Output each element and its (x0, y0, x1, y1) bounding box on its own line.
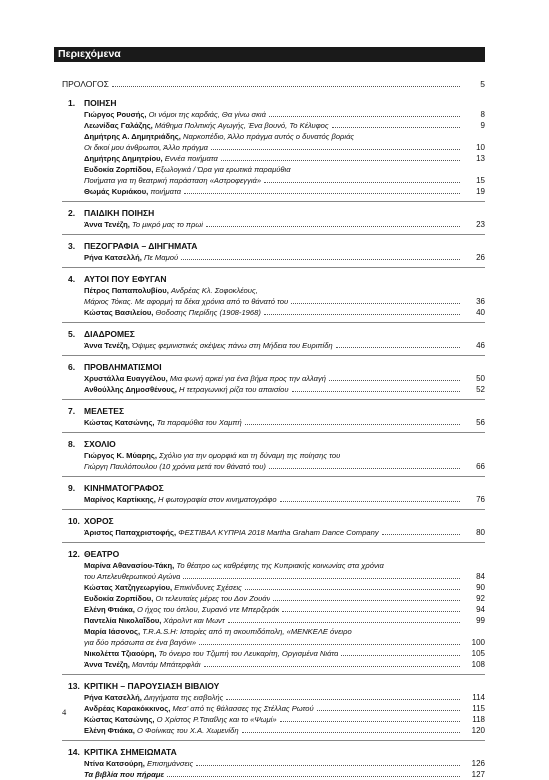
section-heading[interactable] (62, 361, 485, 373)
section-divider (62, 509, 485, 510)
section-number: 6. (68, 362, 76, 372)
entry-text (84, 384, 289, 395)
section-number: 1. (68, 98, 76, 108)
section-entries (62, 219, 485, 230)
entry-page: 126 (471, 759, 485, 768)
dot-leader (273, 600, 460, 601)
entry-work: για δύο πρόσωπα σε ένα βαγόνι» (84, 638, 197, 647)
entry-work: Οι νόμοι της καρδιάς, Θα γίνω σκιά (148, 110, 266, 119)
entry-page: 23 (476, 220, 485, 229)
dot-leader (282, 611, 460, 612)
toc-entry[interactable] (84, 659, 485, 670)
entry-text (84, 340, 333, 351)
section-title: ΚΡΙΤΙΚΑ ΣΗΜΕΙΩΜΑΤΑ (84, 747, 177, 757)
section-heading[interactable] (62, 548, 485, 560)
toc-entry[interactable] (84, 373, 485, 384)
dot-leader (269, 468, 460, 469)
section-heading[interactable] (62, 746, 485, 758)
toc-section (62, 97, 485, 197)
section-divider (62, 432, 485, 433)
entry-work: Γιώργη Παυλόπουλου (10 χρόνια μετά τον θάνατό του) (84, 462, 266, 471)
entry-page: 8 (480, 110, 485, 119)
dot-leader (280, 501, 460, 502)
toc-entry[interactable] (84, 142, 485, 153)
toc-section (62, 482, 485, 505)
dot-leader (280, 721, 460, 722)
dot-leader (329, 380, 460, 381)
entry-work: ποιήματα (150, 187, 182, 196)
section-number: 3. (68, 241, 76, 251)
table-of-contents (62, 79, 485, 780)
section-number: 14. (68, 747, 80, 757)
entry-text (84, 637, 196, 648)
entry-text (84, 186, 181, 197)
toc-section (62, 438, 485, 472)
dot-leader (112, 86, 460, 87)
dot-leader (291, 303, 460, 304)
contents-title: Περιεχόμενα (58, 48, 121, 60)
section-entries (62, 527, 485, 538)
entry-text (84, 703, 314, 714)
entry-page: 90 (476, 583, 485, 592)
section-heading[interactable] (62, 273, 485, 285)
entry-text (84, 494, 277, 505)
entry-author: Κώστας Βασιλείου, (84, 308, 154, 317)
toc-entry[interactable] (84, 296, 485, 307)
section-heading[interactable] (62, 515, 485, 527)
section-number: 9. (68, 483, 76, 493)
section-entries (62, 109, 485, 197)
dot-leader (221, 160, 460, 161)
entry-text (84, 109, 266, 120)
entry-work: Το όνειρο του Τζιμπή του Λευκαρίτη, Οργισμένα Νιάτα (158, 649, 339, 658)
entry-work: Πε Μαμού (143, 253, 179, 262)
entry-page: 26 (476, 253, 485, 262)
entry-work: Μάριος Τόκας. Με αφορμή τα δέκα χρόνια από το θάνατό του (84, 297, 289, 306)
entry-page: 9 (480, 121, 485, 130)
dot-leader (332, 127, 460, 128)
section-divider (62, 267, 485, 268)
entry-work: Οι δικοί μου άνθρωποι, Άλλο πράγμα (84, 143, 208, 152)
entry-page: 50 (476, 374, 485, 383)
toc-entry[interactable] (84, 153, 485, 164)
entry-work: Ποιήματα για τη θεατρική παράσταση «Αστροφεγγιά» (84, 176, 262, 185)
entry-text (84, 285, 258, 296)
entry-work: Επικίνδυνες Σχέσεις (174, 583, 242, 592)
dot-leader (206, 226, 460, 227)
entry-page: 36 (476, 297, 485, 306)
toc-entry[interactable] (84, 340, 485, 351)
entry-author: Γιώργος Ρουσής, (84, 110, 147, 119)
entry-author: Δημήτρης Α. Δημητριάδης, (84, 132, 181, 141)
entry-author: Κώστας Κατσώνης, (84, 715, 155, 724)
entry-text (84, 769, 164, 780)
toc-entry[interactable] (84, 626, 485, 637)
entry-work: Το μικρό μας το πρωί (131, 220, 203, 229)
toc-entry[interactable] (84, 560, 485, 571)
dot-leader (211, 149, 460, 150)
entry-text (84, 417, 242, 428)
entry-work: Η τετραγωνική ρίζα του απαισίου (179, 385, 289, 394)
entry-text (84, 450, 340, 461)
toc-entry[interactable] (84, 527, 485, 538)
entry-author: Άννα Τενέζη, (84, 220, 130, 229)
section-heading[interactable] (62, 680, 485, 692)
section-number: 4. (68, 274, 76, 284)
toc-section (62, 328, 485, 351)
entry-author: Χρυστάλλα Ευαγγέλου, (84, 374, 168, 383)
section-divider (62, 399, 485, 400)
section-entries (62, 340, 485, 351)
entry-page: 92 (476, 594, 485, 603)
entry-work: Μαντάμ Μπάτερφλάι (131, 660, 201, 669)
section-divider (62, 234, 485, 235)
section-entries (62, 285, 485, 318)
entry-page: 118 (472, 715, 485, 724)
toc-entry[interactable] (84, 604, 485, 615)
section-entries (62, 560, 485, 670)
entry-page: 99 (476, 616, 485, 625)
entry-work: Οι τελευταίες μέρες του Δον Ζουάν (155, 594, 271, 603)
entry-page: 13 (476, 154, 485, 163)
entry-work: Μεσ' από τις θάλασσες της Στέλλας Ρωτού (172, 704, 314, 713)
toc-section (62, 405, 485, 428)
entry-page: 46 (476, 341, 485, 350)
toc-section (62, 240, 485, 263)
dot-leader (336, 347, 460, 348)
entry-page: 120 (471, 726, 485, 735)
toc-entry[interactable] (84, 494, 485, 505)
section-entries (62, 373, 485, 395)
page-number: 4 (62, 707, 67, 717)
entry-text (84, 296, 288, 307)
entry-page: 100 (471, 638, 485, 647)
entry-text (84, 571, 180, 582)
toc-entry[interactable] (84, 307, 485, 318)
entry-page: 10 (476, 143, 485, 152)
section-heading[interactable] (62, 97, 485, 109)
dot-leader (245, 589, 460, 590)
entry-work: Ναρκοπέδιο, Άλλο πράγμα αυτός ο δυνατός βοριάς (182, 132, 355, 141)
entry-author: Μαρίνος Καρτίκκης, (84, 495, 156, 504)
section-title: ΚΡΙΤΙΚΗ – ΠΑΡΟΥΣΙΑΣΗ ΒΙΒΛΙΟΥ (84, 681, 220, 691)
entry-author: Ρήνα Κατσελλή, (84, 693, 142, 702)
section-number: 12. (68, 549, 80, 559)
entry-page: 127 (471, 770, 485, 779)
section-divider (62, 674, 485, 675)
entry-work: Διηγήματα της εισβολής (143, 693, 224, 702)
toc-entry[interactable] (84, 692, 485, 703)
toc-entry[interactable] (84, 769, 485, 780)
entry-work: Τα παραμύθια του Χαμπή (156, 418, 242, 427)
dot-leader (317, 710, 460, 711)
entry-text (84, 659, 201, 670)
entry-text (84, 648, 338, 659)
toc-entry[interactable] (84, 593, 485, 604)
entry-text (84, 604, 279, 615)
entry-text (84, 131, 354, 142)
toc-entry[interactable] (84, 758, 485, 769)
entry-text (84, 142, 208, 153)
entry-text (84, 758, 193, 769)
toc-entry[interactable] (84, 703, 485, 714)
toc-entry[interactable] (84, 648, 485, 659)
section-divider (62, 322, 485, 323)
section-entries (62, 450, 485, 472)
entry-text (84, 582, 242, 593)
section-title: ΔΙΑΔΡΟΜΕΣ (84, 329, 135, 339)
toc-sections (62, 97, 485, 780)
entry-author: Ανθούλλης Δημοσθένους, (84, 385, 177, 394)
entry-text (84, 373, 326, 384)
toc-entry[interactable] (84, 109, 485, 120)
section-number: 7. (68, 406, 76, 416)
section-entries (62, 252, 485, 263)
entry-work: Το θέατρο ως καθρέφτης της Κυπριακής κοινωνίας στα χρόνια (176, 561, 384, 570)
entry-work: Ο ήχος του όπλου, Συρανό ντε Μπερζεράκ (136, 605, 280, 614)
toc-entry[interactable] (84, 384, 485, 395)
entry-work: Σχόλιο για την ομορφιά και τη δύναμη της ποίησης του (159, 451, 341, 460)
toc-section (62, 746, 485, 780)
toc-entry[interactable] (84, 120, 485, 131)
section-title: ΠΕΖΟΓΡΑΦΙΑ – ΔΙΗΓΗΜΑΤΑ (84, 241, 198, 251)
toc-entry[interactable] (84, 450, 485, 461)
entry-author: Άννα Τενέζη, (84, 660, 130, 669)
entry-text (84, 626, 352, 637)
entry-author: Ελένη Φτιάκα, (84, 726, 135, 735)
section-title: ΚΙΝΗΜΑΤΟΓΡΑΦΟΣ (84, 483, 164, 493)
section-heading[interactable] (62, 240, 485, 252)
entry-text (84, 527, 379, 538)
section-heading[interactable] (62, 482, 485, 494)
dot-leader (245, 424, 460, 425)
dot-leader (242, 732, 460, 733)
prologue-page: 5 (480, 79, 485, 89)
entry-text (84, 593, 270, 604)
section-heading[interactable] (62, 207, 485, 219)
dot-leader (382, 534, 460, 535)
toc-section (62, 207, 485, 230)
entry-author: Λεωνίδας Γαλάζης, (84, 121, 153, 130)
section-number: 5. (68, 329, 76, 339)
section-number: 8. (68, 439, 76, 449)
section-title: ΑΥΤΟΙ ΠΟΥ ΕΦΥΓΑΝ (84, 274, 167, 284)
entry-work: Εννέα ποιήματα (164, 154, 218, 163)
section-title: ΧΟΡΟΣ (84, 516, 114, 526)
dot-leader (199, 644, 460, 645)
entry-work: Η φωτογραφία στον κινηματογράφο (157, 495, 277, 504)
dot-leader (167, 776, 460, 777)
entry-text (84, 461, 266, 472)
prologue-label: ΠΡΟΛΟΓΟΣ (62, 79, 109, 89)
dot-leader (196, 765, 460, 766)
entry-page: 40 (476, 308, 485, 317)
entry-page: 105 (471, 649, 485, 658)
entry-page: 115 (472, 704, 485, 713)
section-title: ΜΕΛΕΤΕΣ (84, 406, 125, 416)
entry-work: του Απελευθερωτικού Αγώνα (84, 572, 181, 581)
entry-text (84, 164, 291, 175)
section-title: ΣΧΟΛΙΟ (84, 439, 116, 449)
entry-author: Ντίνα Κατσούρη, (84, 759, 145, 768)
section-entries (62, 494, 485, 505)
entry-text (84, 219, 203, 230)
entry-text (84, 252, 178, 263)
section-heading[interactable] (62, 405, 485, 417)
section-entries (62, 758, 485, 780)
section-divider (62, 740, 485, 741)
dot-leader (264, 182, 460, 183)
toc-entry[interactable] (84, 186, 485, 197)
entry-text (84, 175, 261, 186)
entry-page: 15 (476, 176, 485, 185)
dot-leader (181, 259, 460, 260)
entry-page: 114 (472, 693, 485, 702)
toc-entry[interactable] (84, 252, 485, 263)
entry-work: Εξωλογικά / Ώρα για ερωτικά παραμύθια (155, 165, 291, 174)
dot-leader (184, 193, 460, 194)
toc-section (62, 680, 485, 736)
section-entries (62, 417, 485, 428)
entry-work: Τα βιβλία που πήραμε (84, 770, 165, 779)
section-heading[interactable] (62, 438, 485, 450)
entry-text (84, 307, 261, 318)
entry-work: Θοδοσης Πιερίδης (1908-1968) (155, 308, 261, 317)
entry-text (84, 153, 218, 164)
entry-work: Ο Χρίστος Ρ.Τσιαΐλης και το «Ψωμί» (156, 715, 277, 724)
entry-work: Ανδρέας Κλ. Σοφοκλέους, (170, 286, 258, 295)
entry-page: 19 (476, 187, 485, 196)
toc-section (62, 361, 485, 395)
dot-leader (269, 116, 460, 117)
section-title: ΠΑΙΔΙΚΗ ΠΟΙΗΣΗ (84, 208, 155, 218)
entry-page: 76 (476, 495, 485, 504)
toc-entry[interactable] (84, 175, 485, 186)
entry-page: 56 (476, 418, 485, 427)
toc-entry[interactable] (84, 164, 485, 175)
section-divider (62, 355, 485, 356)
entry-author: Άριστος Παπαχριστοφής, (84, 528, 177, 537)
dot-leader (341, 655, 460, 656)
entry-page: 108 (471, 660, 485, 669)
section-divider (62, 542, 485, 543)
entry-work: Επισημάνσεις (146, 759, 194, 768)
entry-author: Ευδοκία Ζορπίδου, (84, 165, 154, 174)
entry-author: Κώστας Κατσώνης, (84, 418, 155, 427)
contents-header-bar (54, 47, 485, 62)
toc-section (62, 515, 485, 538)
entry-page: 94 (476, 605, 485, 614)
dot-leader (264, 314, 460, 315)
entry-author: Θωμάς Κυριάκου, (84, 187, 149, 196)
toc-section (62, 273, 485, 318)
entry-author: Ανδρέας Καρακόκκινος, (84, 704, 171, 713)
section-title: ΘΕΑΤΡΟ (84, 549, 120, 559)
entry-author: Άννα Τενέζη, (84, 341, 130, 350)
entry-work: Μάθημα Πολιτικής Αγωγής, Ένα βουνό, Το Κέλυφος (154, 121, 329, 130)
toc-entry[interactable] (84, 131, 485, 142)
prologue-entry[interactable] (62, 79, 485, 90)
toc-entry[interactable] (84, 219, 485, 230)
entry-author: Ευδοκία Ζορπίδου, (84, 594, 154, 603)
section-title: ΠΟΙΗΣΗ (84, 98, 117, 108)
entry-author: Γιώργος Κ. Μύαρης, (84, 451, 157, 460)
dot-leader (183, 578, 460, 579)
dot-leader (228, 622, 460, 623)
entry-author: Ελένη Φτιάκα, (84, 605, 135, 614)
entry-page: 66 (476, 462, 485, 471)
entry-text (84, 120, 329, 131)
entry-work: ΦΕΣΤΙΒΑΛ ΚΥΠΡΙΑ 2018 Martha Graham Dance Company (178, 528, 379, 537)
entry-page: 52 (476, 385, 485, 394)
entry-author: Πέτρος Παπαπολυβίου, (84, 286, 169, 295)
section-divider (62, 476, 485, 477)
section-divider (62, 201, 485, 202)
entry-work: Όψιμες φεμινιστικές σκέψεις πάνω στη Μήδεια του Ευριπίδη (131, 341, 333, 350)
toc-entry[interactable] (84, 725, 485, 736)
toc-entry[interactable] (84, 582, 485, 593)
section-title: ΠΡΟΒΛΗΜΑΤΙΣΜΟΙ (84, 362, 162, 372)
toc-entry[interactable] (84, 615, 485, 626)
entry-author: Παντελία Νικολαΐδου, (84, 616, 162, 625)
entry-author: Κώστας Χατζηγεωργίου, (84, 583, 173, 592)
toc-entry[interactable] (84, 571, 485, 582)
entry-work: Ο Φοίνικας του Χ.Α. Χωμενίδη (136, 726, 239, 735)
entry-work: Μια φωνή αρκεί για ένα βήμα προς την αλλαγή (169, 374, 326, 383)
entry-author: Μαρίνα Αθανασίου-Τάκη, (84, 561, 175, 570)
section-number: 10. (68, 516, 80, 526)
entry-text (84, 692, 223, 703)
section-number: 2. (68, 208, 76, 218)
toc-entry[interactable] (84, 714, 485, 725)
dot-leader (292, 391, 461, 392)
toc-entry[interactable] (84, 417, 485, 428)
dot-leader (226, 699, 460, 700)
entry-page: 80 (476, 528, 485, 537)
section-heading[interactable] (62, 328, 485, 340)
entry-author: Μαρία Ιάσονος, (84, 627, 141, 636)
entry-text (84, 615, 225, 626)
toc-entry[interactable] (84, 461, 485, 472)
entry-page: 84 (476, 572, 485, 581)
toc-entry[interactable] (84, 285, 485, 296)
dot-leader (204, 666, 460, 667)
entry-work: Χάρολντ και Μωντ (163, 616, 225, 625)
toc-entry[interactable] (84, 637, 485, 648)
entry-work: T.R.A.S.H: Ιστορίες από τη σκουπιδόπολη, «ΜΕΝΚΕΛΕ όνειρο (142, 627, 352, 636)
entry-text (84, 725, 239, 736)
entry-text (84, 560, 384, 571)
entry-author: Ρήνα Κατσελλή, (84, 253, 142, 262)
entry-author: Δημήτρης Δημητρίου, (84, 154, 163, 163)
entry-author: Νικολέττα Τζιαούρη, (84, 649, 157, 658)
toc-section (62, 548, 485, 670)
section-number: 13. (68, 681, 80, 691)
section-entries (62, 692, 485, 736)
entry-text (84, 714, 277, 725)
